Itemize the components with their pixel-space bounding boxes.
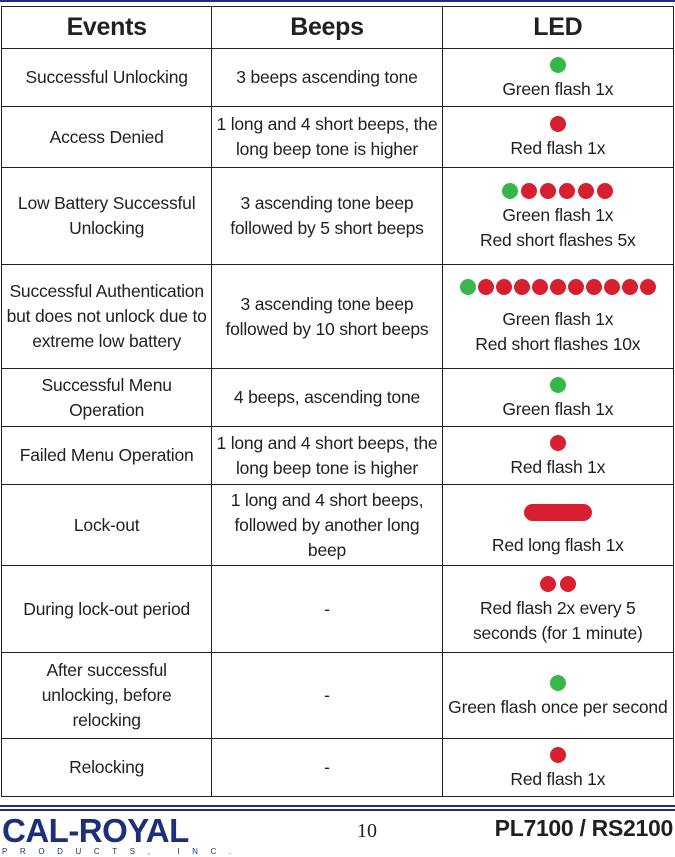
table-row	[2, 369, 674, 427]
event-cell: Failed Menu Operation	[2, 427, 212, 485]
led-pattern	[447, 276, 669, 298]
led-cell	[442, 369, 673, 427]
led-pattern	[447, 744, 669, 766]
header-led: LED	[442, 7, 673, 49]
led-pattern	[447, 573, 669, 595]
led-cell	[442, 739, 673, 797]
green-led-dot	[550, 57, 566, 73]
red-led-dot	[568, 279, 584, 295]
led-cell	[442, 49, 673, 107]
beeps-cell: 1 long and 4 short beeps, the long beep tone is higher	[212, 107, 442, 168]
led-cell	[442, 107, 673, 168]
table-row	[2, 265, 674, 369]
led-cell	[442, 265, 673, 369]
table-row	[2, 739, 674, 797]
led-text: Red flash 1x	[510, 456, 606, 477]
red-led-dot	[578, 183, 594, 199]
page-number: 10	[357, 820, 377, 842]
led-text-line-2: Red short flashes 5x	[480, 229, 636, 250]
red-led-dot	[550, 747, 566, 763]
footer-rule	[0, 809, 675, 811]
led-cell	[442, 427, 673, 485]
green-led-dot	[502, 183, 518, 199]
red-led-dot	[532, 279, 548, 295]
led-text-line-1: Green flash 1x	[502, 309, 614, 329]
led-text: Red flash 2x every 5 seconds (for 1 minute)	[472, 597, 643, 643]
event-cell: Successful Unlocking	[2, 49, 212, 107]
event-cell: Relocking	[2, 739, 212, 797]
green-led-dot	[550, 675, 566, 691]
red-led-dot	[622, 279, 638, 295]
beeps-cell: 1 long and 4 short beeps, followed by another long beep	[212, 485, 442, 566]
led-text: Red flash 1x	[510, 138, 606, 158]
table-row	[2, 566, 674, 653]
table-row	[2, 107, 674, 168]
table-row	[2, 168, 674, 265]
red-led-dot	[640, 279, 656, 295]
table-row	[2, 653, 674, 739]
red-led-dot	[586, 279, 602, 295]
beeps-cell: -	[212, 739, 442, 797]
event-cell: Low Battery Successful Unlocking	[2, 168, 212, 265]
beeps-cell: 3 ascending tone beep followed by 5 short beeps	[212, 168, 442, 265]
beeps-cell: 4 beeps, ascending tone	[212, 369, 442, 427]
led-pattern	[447, 374, 669, 396]
led-cell	[442, 653, 673, 739]
model-number: PL7100 / RS2100	[494, 815, 673, 841]
led-cell	[442, 566, 673, 653]
table-row	[2, 485, 674, 566]
red-led-dot	[559, 183, 575, 199]
beeps-cell: 1 long and 4 short beeps, the long beep tone is higher	[212, 427, 442, 485]
top-rule	[0, 0, 675, 2]
red-led-dot	[604, 279, 620, 295]
red-led-dot	[560, 576, 576, 592]
table-header-row	[2, 7, 674, 49]
led-pattern	[447, 54, 669, 76]
beeps-cell: 3 ascending tone beep followed by 10 short beeps	[212, 265, 442, 369]
beeps-cell: -	[212, 566, 442, 653]
event-cell: Successful Menu Operation	[2, 369, 212, 427]
red-led-dot	[496, 279, 512, 295]
green-led-dot	[460, 279, 476, 295]
event-cell: Successful Authentication but does not unlock due to extreme low battery	[2, 265, 212, 369]
led-text-line-2: Red short flashes 10x	[475, 334, 641, 354]
red-led-dot	[597, 183, 613, 199]
led-text: Red flash 1x	[510, 768, 606, 789]
event-cell: After successful unlocking, before relocking	[2, 653, 212, 739]
header-beeps: Beeps	[212, 7, 442, 49]
events-table	[1, 6, 674, 797]
led-text: Green flash 1x	[502, 78, 614, 99]
event-cell: Access Denied	[2, 107, 212, 168]
red-led-dot	[540, 183, 556, 199]
event-cell: During lock-out period	[2, 566, 212, 653]
table-row	[2, 427, 674, 485]
beeps-cell: 3 beeps ascending tone	[212, 49, 442, 107]
led-text-line-1: Green flash 1x	[502, 204, 614, 225]
red-led-dot	[540, 576, 556, 592]
led-pattern	[447, 493, 669, 533]
header-events: Events	[2, 7, 212, 49]
spacer	[447, 299, 669, 307]
table-row	[2, 49, 674, 107]
red-led-dot	[550, 116, 566, 132]
red-led-dot	[550, 435, 566, 451]
led-cell	[442, 168, 673, 265]
led-text: Red long flash 1x	[491, 534, 624, 555]
beeps-cell: -	[212, 653, 442, 739]
led-pattern	[447, 180, 669, 202]
footer-rule	[0, 805, 675, 807]
event-cell: Lock-out	[2, 485, 212, 566]
led-pattern	[447, 432, 669, 454]
led-text: Green flash 1x	[502, 398, 614, 419]
red-led-dot	[521, 183, 537, 199]
cal-royal-logo	[2, 812, 244, 857]
logo-wordmark: CAL-ROYAL	[2, 812, 189, 849]
red-led-dot	[478, 279, 494, 295]
led-cell	[442, 485, 673, 566]
logo-subtitle: PRODUCTS, INC.	[2, 847, 244, 856]
red-led-dot	[514, 279, 530, 295]
green-led-dot	[550, 377, 566, 393]
red-led-dot	[550, 279, 566, 295]
led-text: Green flash once per second	[448, 696, 668, 717]
led-pattern	[447, 113, 669, 135]
red-long-led-bar	[524, 504, 592, 521]
led-pattern	[447, 672, 669, 694]
